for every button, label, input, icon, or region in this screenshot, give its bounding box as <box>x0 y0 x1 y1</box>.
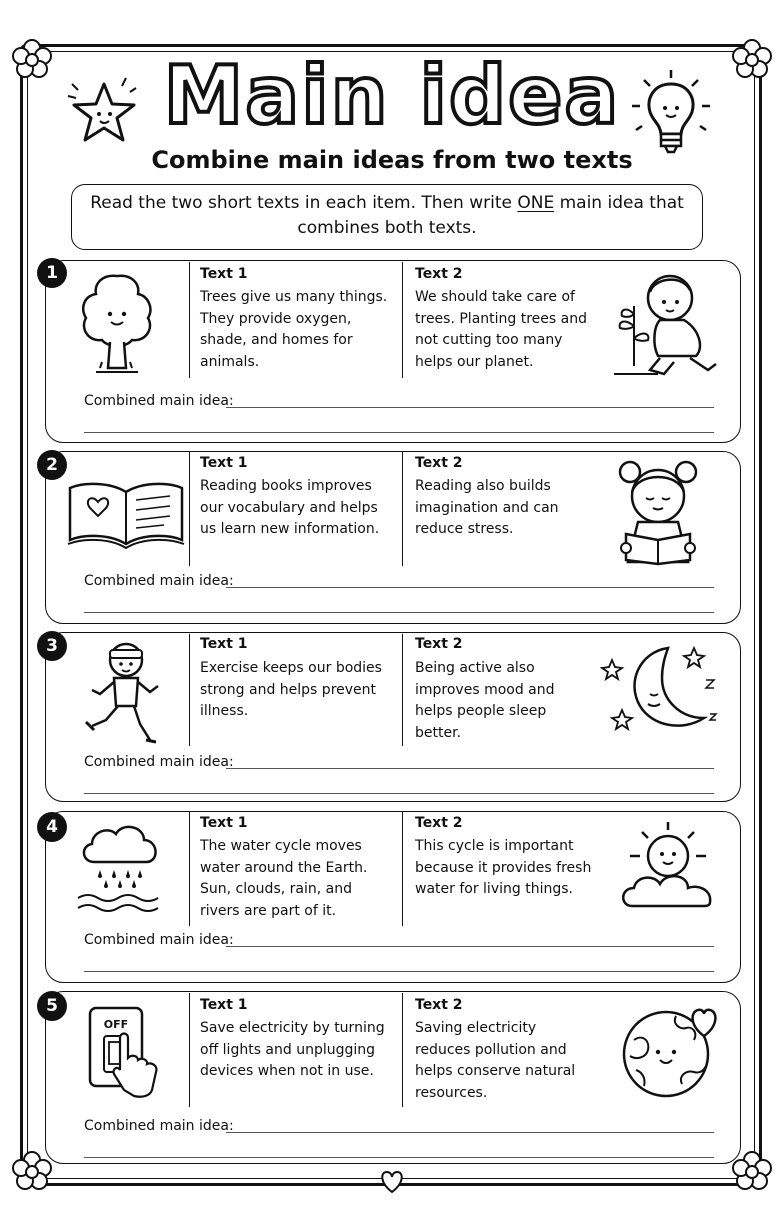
text1-body: Trees give us many things. They provide oxygen, shade, and homes for animals. <box>200 289 388 370</box>
text2-heading: Text 2 <box>415 266 463 282</box>
text1-body: Exercise keeps our bodies strong and helps prevent illness. <box>200 660 382 719</box>
instructions-text: Read the two short texts in each item. Then write <box>90 193 518 213</box>
answer-line[interactable] <box>226 407 714 408</box>
instructions-text-end: main idea that combines both texts. <box>297 193 684 238</box>
combined-main-idea-label: Combined main idea: <box>84 932 234 948</box>
light-switch-icon <box>86 1004 170 1100</box>
text1-body: Reading books improves our vocabulary and helps us learn new information. <box>200 478 380 537</box>
combined-main-idea-label: Combined main idea: <box>84 393 234 409</box>
sun-cloud-icon <box>618 818 718 914</box>
column-divider <box>189 634 190 746</box>
answer-line[interactable] <box>84 432 714 433</box>
text2-heading: Text 2 <box>415 455 463 471</box>
sleeping-moon-icon <box>600 642 722 738</box>
text1-body: Save electricity by turning off lights and unplugging devices when not in use. <box>200 1020 385 1079</box>
earth-heart-icon <box>620 1000 724 1104</box>
instructions-emphasis: ONE <box>517 193 555 213</box>
item-number: 2 <box>37 450 67 480</box>
column-divider <box>402 262 403 378</box>
running-child-icon <box>80 636 166 748</box>
page-subtitle: Combine main ideas from two texts <box>151 146 633 174</box>
text1-body: The water cycle moves water around the Earth. Sun, clouds, rain, and rivers are part of it. <box>200 838 368 919</box>
column-divider <box>189 452 190 566</box>
text1-heading: Text 1 <box>200 636 248 652</box>
answer-line[interactable] <box>84 793 714 794</box>
text2-heading: Text 2 <box>415 997 463 1013</box>
item-number: 3 <box>37 631 67 661</box>
text1-heading: Text 1 <box>200 455 248 471</box>
heart-icon <box>378 1168 406 1194</box>
column-divider <box>189 812 190 926</box>
answer-line[interactable] <box>226 946 714 947</box>
text2-heading: Text 2 <box>415 815 463 831</box>
item-number: 5 <box>37 991 67 1021</box>
column-divider <box>402 634 403 746</box>
text1-heading: Text 1 <box>200 997 248 1013</box>
flower-icon <box>10 1150 54 1194</box>
text2-body: Being active also improves mood and helps people sleep better. <box>415 660 555 741</box>
text1-heading: Text 1 <box>200 266 248 282</box>
combined-main-idea-label: Combined main idea: <box>84 573 234 589</box>
answer-line[interactable] <box>84 1157 714 1158</box>
column-divider <box>402 452 403 566</box>
column-divider <box>189 993 190 1107</box>
girl-reading-icon <box>612 456 704 568</box>
text2-body: This cycle is important because it provides fresh water for living things. <box>415 838 592 897</box>
combined-main-idea-label: Combined main idea: <box>84 754 234 770</box>
text1-heading: Text 1 <box>200 815 248 831</box>
tree-icon <box>72 268 162 380</box>
column-divider <box>402 812 403 926</box>
text2-body: Saving electricity reduces pollution and helps conserve natural resources. <box>415 1020 576 1101</box>
switch-off-label: OFF <box>103 1018 129 1031</box>
item-number: 4 <box>37 812 67 842</box>
instructions-box <box>71 184 703 250</box>
page-title: Main idea <box>163 49 621 142</box>
text2-body: We should take care of trees. Planting trees and not cutting too many helps our planet. <box>415 289 587 370</box>
combined-main-idea-label: Combined main idea: <box>84 1118 234 1134</box>
answer-line[interactable] <box>84 612 714 613</box>
answer-line[interactable] <box>226 768 714 769</box>
column-divider <box>402 993 403 1107</box>
rain-cloud-icon <box>74 818 164 914</box>
child-planting-icon <box>604 266 722 384</box>
answer-line[interactable] <box>84 971 714 972</box>
answer-line[interactable] <box>226 587 714 588</box>
answer-line[interactable] <box>226 1132 714 1133</box>
open-book-icon <box>64 478 188 554</box>
column-divider <box>189 262 190 378</box>
text2-heading: Text 2 <box>415 636 463 652</box>
text2-body: Reading also builds imagination and can reduce stress. <box>415 478 559 537</box>
item-number: 1 <box>37 258 67 288</box>
